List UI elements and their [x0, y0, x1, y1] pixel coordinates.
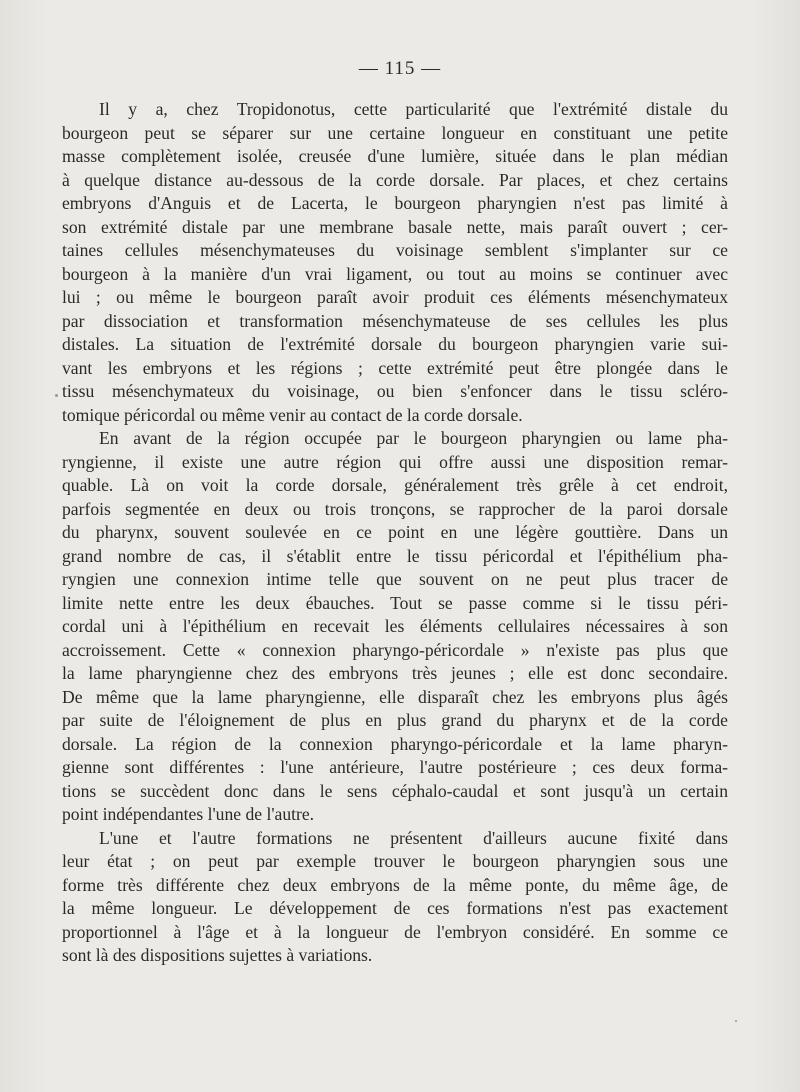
text-line: cordal uni à l'épithélium en recevait les éléments cellulaires nécessaires à son — [62, 616, 728, 636]
text-line: par dissociation et transformation mésenchymateuse de ses cellules les plus — [62, 310, 728, 331]
paragraph-2 — [62, 427, 728, 827]
text-line: la même longueur. Le développement de ces formations n'est pas exactement — [62, 898, 728, 918]
text-line: ryngienne, il existe une autre région qui offre aussi une disposition remar- — [62, 451, 728, 472]
text-line: distales. La situation de l'extrémité dorsale du bourgeon pharyngien varie sui- — [62, 334, 728, 354]
text-line: masse complètement isolée, creusée d'une lumière, située dans le plan médian — [62, 146, 728, 166]
text-line: bourgeon peut se séparer sur une certaine longueur en constituant une petite — [62, 122, 728, 143]
text-line: vant les embryons et les régions ; cette extrémité peut être plongée dans le — [62, 357, 728, 378]
paper-speck — [55, 394, 58, 397]
text-line: à quelque distance au-dessous de la corde dorsale. Par places, et chez certains — [62, 169, 728, 190]
text-line: bourgeon à la manière d'un vrai ligament, ou tout au moins se continuer avec — [62, 263, 728, 284]
page-number: — 115 — — [358, 58, 442, 79]
text-line: grand nombre de cas, il s'établit entre le tissu péricordal et l'épithélium pha- — [62, 545, 728, 566]
text-line: son extrémité distale par une membrane basale nette, mais paraît ouvert ; cer- — [62, 216, 728, 237]
text-line: embryons d'Anguis et de Lacerta, le bourgeon pharyngien n'est pas limité à — [62, 193, 728, 213]
text-line: Il y a, chez Tropidonotus, cette particularité que l'extrémité distale du — [99, 99, 728, 119]
text-line: L'une et l'autre formations ne présentent d'ailleurs aucune fixité dans — [99, 827, 728, 848]
paper-speck — [735, 1020, 737, 1022]
text-line: par suite de l'éloignement de plus en plus grand du pharynx et de la corde — [62, 710, 728, 730]
text-line: lui ; ou même le bourgeon paraît avoir produit ces éléments mésenchymateux — [62, 287, 728, 307]
text-line: parfois segmentée en deux ou trois tronçons, se rapprocher de la paroi dorsale — [62, 498, 728, 519]
text-line: proportionnel à l'âge et à la longueur de l'embryon considéré. En somme ce — [62, 921, 728, 942]
text-line: taines cellules mésenchymateuses du voisinage semblent s'implanter sur ce — [62, 240, 728, 260]
text-line: sont là des dispositions sujettes à variations. — [62, 945, 373, 965]
text-line: tomique péricordal ou même venir au contact de la corde dorsale. — [62, 404, 523, 425]
text-line: la lame pharyngienne chez des embryons très jeunes ; elle est donc secondaire. — [62, 663, 728, 683]
text-line: En avant de la région occupée par le bourgeon pharyngien ou lame pha- — [99, 428, 728, 448]
text-line: du pharynx, souvent soulevée en ce point en une légère gouttière. Dans un — [62, 522, 728, 542]
text-line: gienne sont différentes : l'une antérieure, l'autre postérieure ; ces deux forma- — [62, 757, 728, 777]
text-line: leur état ; on peut par exemple trouver le bourgeon pharyngien sous une — [62, 851, 728, 871]
text-line: accroissement. Cette « connexion pharyngo-péricordale » n'existe pas plus que — [62, 639, 728, 660]
text-line: tissu mésenchymateux du voisinage, ou bien s'enfoncer dans le tissu scléro- — [62, 381, 728, 401]
text-line: ryngien une connexion intime telle que souvent on ne peut plus tracer de — [62, 569, 728, 589]
text-line: quable. Là on voit la corde dorsale, généralement très grêle à cet endroit, — [62, 475, 728, 495]
body-text — [62, 98, 728, 968]
text-line: forme très différente chez deux embryons de la même ponte, du même âge, de — [62, 874, 728, 895]
text-line: limite nette entre les deux ébauches. Tout se passe comme si le tissu péri- — [62, 592, 728, 613]
paragraph-3 — [62, 827, 728, 968]
text-line: tions se succèdent donc dans le sens céphalo-caudal et sont jusqu'à un certain — [62, 780, 728, 801]
text-line: dorsale. La région de la connexion pharyngo-péricordale et la lame pharyn- — [62, 733, 728, 754]
text-line: De même que la lame pharyngienne, elle disparaît chez les embryons plus âgés — [62, 686, 728, 707]
paragraph-1 — [62, 98, 728, 427]
text-line: point indépendantes l'une de l'autre. — [62, 804, 315, 824]
